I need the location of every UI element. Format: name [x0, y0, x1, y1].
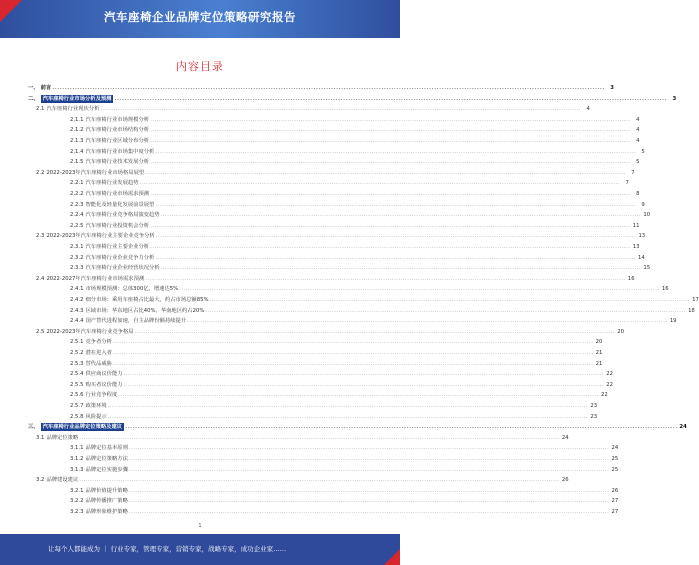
toc-entry-number: 2.2.4	[70, 212, 84, 219]
toc-entry-title: 汽车座椅行业品牌定位策略及建议	[42, 424, 123, 431]
toc-entry[interactable]	[28, 116, 640, 124]
toc-entry-number: 3.1.1	[70, 445, 84, 452]
toc-entry-title: 2022-2023年汽车座椅行业市场格局展望	[46, 169, 145, 176]
toc-entry-number: 2.2	[36, 169, 45, 176]
toc-leader-dots: ............................................................................................................................................................................................................................	[150, 244, 631, 250]
toc-entry[interactable]	[28, 169, 635, 177]
toc-entry-title: 品牌传播推广策略	[85, 498, 128, 505]
toc-entry-page: 20	[617, 328, 624, 335]
toc-entry-title: 区域市场：华东地区占比40%，华南地区约占20%	[85, 307, 205, 314]
toc-entry-title: 汽车座椅行业竞争格局演变趋势	[85, 212, 160, 219]
toc-entry[interactable]	[28, 423, 687, 431]
toc-entry-title: 细分市场：乘用车座椅占比最大，约占市场总额85%	[85, 297, 209, 303]
toc-entry[interactable]	[28, 317, 677, 325]
toc-leader-dots: ............................................................................................................................................................................................................................	[155, 201, 636, 208]
toc-entry[interactable]	[28, 95, 677, 103]
toc-entry[interactable]	[28, 391, 608, 399]
toc-entry-title: 品牌定位策略方法	[85, 456, 128, 462]
toc-entry-page: 22	[606, 381, 613, 388]
toc-entry-title: 汽车座椅行业主要企业分析	[85, 244, 150, 250]
toc-entry-number: 三、	[28, 424, 39, 431]
toc-entry-title: 品牌定位实施步骤	[85, 466, 128, 473]
toc-entry-number: 3.1.3	[70, 466, 84, 473]
toc-entry-title: 潜在进入者	[85, 350, 112, 356]
toc-leader-dots: ............................................................................................................................................................................................................................	[107, 403, 589, 409]
toc-leader-dots: ............................................................................................................................................................................................................................	[79, 477, 560, 484]
toc-entry-page: 15	[643, 265, 651, 272]
toc-entry-number: 2.1.2	[70, 127, 84, 134]
toc-entry-page: 3	[672, 95, 677, 102]
toc-entry-page: 4	[636, 138, 640, 144]
toc-entry-page: 20	[595, 339, 603, 346]
toc-entry-number: 2.4.4	[70, 318, 84, 325]
toc-entry[interactable]	[28, 211, 651, 219]
toc-entry[interactable]	[28, 264, 651, 272]
toc-entry-number: 3.1	[36, 434, 45, 441]
toc-entry-number: 2.1.3	[70, 138, 84, 144]
toc-entry-page: 10	[643, 212, 651, 219]
toc-entry[interactable]	[28, 444, 619, 452]
toc-entry-title: 2022-2023年汽车座椅行业主要企业竞争分析	[46, 233, 155, 240]
toc-leader-dots: ............................................................................................................................................................................................................................	[112, 350, 594, 356]
toc-entry-title: 行业竞争程度	[85, 392, 118, 399]
toc-entry-number: 2.5.5	[70, 381, 84, 388]
toc-entry-number: 2.4.1	[70, 286, 84, 293]
toc-entry-number: 2.1	[36, 106, 45, 113]
toc-entry-number: 2.5.7	[70, 403, 84, 409]
report-title: 汽车座椅企业品牌定位策略研究报告	[104, 10, 296, 24]
toc-entry[interactable]	[28, 232, 646, 240]
toc-entry-page: 5	[641, 148, 645, 155]
toc-entry-page: 27	[611, 498, 619, 505]
toc-entry-number: 3.1.2	[70, 456, 84, 462]
toc-entry-number: 2.5.8	[70, 413, 84, 420]
toc-entry-number: 一、	[28, 85, 39, 91]
toc-entry[interactable]	[28, 222, 640, 230]
toc-entry[interactable]	[28, 349, 603, 357]
toc-entry-title: 汽车座椅行业市场集中度分析	[85, 148, 155, 155]
toc-entry-title: 汽车座椅行业企业经营状况分析	[85, 265, 160, 272]
toc-entry[interactable]	[28, 455, 619, 463]
toc-entry[interactable]	[28, 360, 603, 368]
toc-entry-page: 14	[638, 254, 645, 261]
toc-entry-title: 品牌建设建议	[46, 477, 79, 484]
toc-entry-title: 汽车座椅行业市场规模分析	[85, 116, 150, 123]
toc-entry-number: 2.5.6	[70, 392, 84, 399]
toc-entry-number: 2.5.3	[70, 360, 84, 367]
toc-entry-number: 2.1.1	[70, 116, 84, 123]
toc-leader-dots: ............................................................................................................................................................................................................................	[125, 424, 678, 431]
toc-entry[interactable]	[28, 402, 598, 410]
toc-entry-page: 21	[595, 350, 603, 356]
toc-leader-dots: ............................................................................................................................................................................................................................	[112, 360, 594, 367]
toc-leader-dots: ............................................................................................................................................................................................................................	[205, 307, 686, 314]
toc-entry[interactable]	[28, 307, 695, 315]
toc-entry[interactable]	[28, 158, 640, 166]
toc-entry[interactable]	[28, 508, 619, 516]
toc-entry-page: 5	[636, 159, 640, 166]
toc-entry[interactable]	[28, 370, 613, 378]
toc-entry-number: 2.2.5	[70, 222, 84, 229]
toc-leader-dots: ............................................................................................................................................................................................................................	[155, 148, 636, 155]
toc-entry-title: 品牌定位策略	[46, 434, 79, 441]
toc-entry-page: 21	[595, 360, 603, 367]
toc-leader-dots: ............................................................................................................................................................................................................................	[139, 180, 620, 187]
report-header	[0, 0, 400, 38]
toc-entry[interactable]	[28, 275, 635, 283]
toc-entry-page: 11	[632, 222, 640, 229]
toc-entry-page: 7	[625, 180, 629, 187]
toc-entry-title: 品牌定位基本原则	[85, 445, 128, 452]
toc-entry-page: 25	[611, 466, 619, 473]
toc-entry-page: 16	[661, 286, 669, 293]
toc-entry[interactable]	[28, 296, 699, 304]
toc-entry[interactable]	[28, 84, 614, 92]
toc-entry-number: 2.3.2	[70, 254, 84, 261]
toc-entry-title: 前言	[40, 85, 52, 91]
toc-entry-page: 23	[590, 413, 598, 420]
toc-leader-dots: ............................................................................................................................................................................................................................	[160, 212, 642, 219]
toc-entry-page: 16	[627, 275, 635, 282]
toc-entry-title: 供应商议价能力	[85, 371, 123, 378]
toc-leader-dots: ............................................................................................................................................................................................................................	[155, 254, 636, 261]
toc-entry-page: 19	[669, 318, 677, 325]
toc-entry[interactable]	[28, 148, 645, 156]
toc-leader-dots: ............................................................................................................................................................................................................................	[145, 169, 626, 176]
toc-entry-title: 汽车座椅行业投资机会分析	[85, 222, 150, 229]
toc-entry-title: 汽车座椅行业发展趋势	[85, 180, 139, 187]
toc-entry-number: 3.2.1	[70, 487, 84, 494]
toc-entry-number: 2.5.4	[70, 371, 84, 378]
toc-entry-number: 二、	[28, 95, 39, 102]
toc-leader-dots: ............................................................................................................................................................................................................................	[112, 339, 594, 346]
toc-entry-page: 3	[610, 85, 614, 91]
toc-entry-page: 13	[638, 233, 646, 240]
toc-entry[interactable]	[28, 434, 569, 442]
toc-entry[interactable]	[28, 413, 598, 421]
toc-entry[interactable]	[28, 179, 629, 187]
toc-leader-dots: ............................................................................................................................................................................................................................	[160, 265, 642, 272]
toc-entry[interactable]	[28, 137, 640, 145]
toc-leader-dots: ............................................................................................................................................................................................................................	[128, 498, 610, 505]
toc-entry-page: 26	[561, 477, 569, 484]
toc-entry[interactable]	[28, 254, 645, 262]
toc-leader-dots: ............................................................................................................................................................................................................................	[128, 445, 610, 452]
toc-leader-dots: ............................................................................................................................................................................................................................	[118, 392, 599, 399]
toc-entry-page: 23	[590, 403, 598, 409]
toc-entry-page: 13	[632, 244, 640, 250]
toc-entry-title: 风险提示	[85, 413, 107, 420]
toc-entry-title: 汽车座椅行业现状分析	[46, 106, 100, 113]
toc-entry-number: 3.2.3	[70, 509, 84, 515]
toc-entry-title: 汽车座椅行业技术发展分析	[85, 159, 150, 166]
toc-entry[interactable]	[28, 285, 669, 293]
toc-leader-dots: ............................................................................................................................................................................................................................	[128, 456, 610, 462]
toc-entry-title: 汽车座椅行业区域分布分析	[85, 138, 150, 144]
toc-leader-dots: ............................................................................................................................................................................................................................	[100, 106, 581, 113]
toc-leader-dots: ............................................................................................................................................................................................................................	[123, 381, 604, 388]
toc-entry[interactable]	[28, 328, 624, 336]
toc-entry-title: 替代品威胁	[85, 360, 112, 367]
page-footer	[0, 534, 400, 565]
table-of-contents	[28, 84, 699, 524]
toc-entry[interactable]	[28, 338, 603, 346]
toc-entry[interactable]	[28, 476, 569, 484]
toc-leader-dots: ............................................................................................................................................................................................................................	[150, 127, 631, 134]
footer-red-corner	[384, 549, 400, 565]
toc-leader-dots: ............................................................................................................................................................................................................................	[150, 222, 631, 229]
toc-heading: 内容目录	[176, 60, 224, 73]
toc-entry-page: 17	[692, 297, 699, 303]
toc-entry-title: 竞争者分析	[85, 339, 112, 346]
toc-entry-number: 3.2.2	[70, 498, 84, 505]
toc-entry-number: 2.3.3	[70, 265, 84, 272]
toc-entry-title: 购买者议价能力	[85, 381, 123, 388]
toc-entry-page: 27	[611, 509, 619, 515]
toc-leader-dots: ............................................................................................................................................................................................................................	[114, 95, 668, 102]
toc-leader-dots: ............................................................................................................................................................................................................................	[52, 85, 605, 91]
toc-entry-number: 2.5.1	[70, 339, 84, 346]
toc-entry-number: 2.2.3	[70, 201, 84, 208]
toc-entry[interactable]	[28, 497, 619, 505]
toc-entry[interactable]	[28, 381, 613, 389]
toc-entry-page: 24	[561, 434, 569, 441]
toc-entry-page: 4	[586, 106, 590, 113]
toc-entry-number: 2.2.2	[70, 191, 84, 197]
toc-leader-dots: ............................................................................................................................................................................................................................	[179, 286, 660, 293]
toc-entry[interactable]	[28, 126, 640, 134]
toc-leader-dots: ............................................................................................................................................................................................................................	[150, 138, 631, 144]
toc-entry-page: 8	[636, 191, 640, 197]
toc-leader-dots: ............................................................................................................................................................................................................................	[128, 466, 610, 473]
toc-entry-number: 2.3.1	[70, 244, 84, 250]
toc-leader-dots: ............................................................................................................................................................................................................................	[79, 434, 560, 441]
toc-entry-number: 2.2.1	[70, 180, 84, 187]
toc-entry[interactable]	[28, 105, 590, 113]
toc-entry-number: 2.4.2	[70, 297, 84, 303]
toc-entry-number: 2.4	[36, 275, 45, 282]
toc-leader-dots: ............................................................................................................................................................................................................................	[209, 297, 690, 303]
toc-leader-dots: ............................................................................................................................................................................................................................	[123, 371, 604, 378]
toc-entry-number: 2.1.5	[70, 159, 84, 166]
toc-leader-dots: ............................................................................................................................................................................................................................	[187, 318, 668, 325]
toc-entry[interactable]	[28, 466, 619, 474]
toc-entry-page: 18	[688, 307, 695, 314]
toc-entry-page: 22	[606, 371, 613, 378]
toc-entry-number: 2.1.4	[70, 148, 84, 155]
toc-leader-dots: ............................................................................................................................................................................................................................	[128, 487, 610, 494]
toc-entry-page: 4	[636, 127, 640, 134]
toc-entry[interactable]	[28, 190, 640, 198]
footer-slogan: 让每个人都能成为 ｜ 行业专家，管理专家，营销专家，战略专家，成功企业家……	[48, 545, 287, 553]
toc-entry-title: 2022-2023年汽车座椅行业竞争格局	[46, 328, 134, 335]
page-number: 1	[198, 523, 202, 529]
toc-entry-title: 政策环境	[85, 403, 107, 409]
toc-entry[interactable]	[28, 243, 640, 251]
toc-entry-page: 24	[611, 445, 619, 452]
toc-leader-dots: ............................................................................................................................................................................................................................	[107, 413, 589, 420]
toc-entry-title: 2022-2027年汽车座椅行业市场需求预测	[46, 275, 145, 282]
toc-entry-title: 市场规模预测：总体300亿，增速达5%	[85, 286, 179, 293]
toc-entry-page: 26	[611, 487, 619, 494]
toc-entry-page: 7	[631, 169, 635, 176]
toc-leader-dots: ............................................................................................................................................................................................................................	[150, 116, 631, 123]
toc-leader-dots: ............................................................................................................................................................................................................................	[134, 328, 615, 335]
toc-leader-dots: ............................................................................................................................................................................................................................	[128, 509, 610, 515]
toc-entry-title: 汽车座椅行业市场需求预测	[85, 191, 150, 197]
toc-entry[interactable]	[28, 201, 645, 209]
toc-entry-number: 3.2	[36, 477, 45, 484]
toc-entry-page: 25	[611, 456, 619, 462]
toc-entry-title: 智能化及轻量化发展前景展望	[85, 201, 155, 208]
toc-entry-title: 汽车座椅行业企业竞争力分析	[85, 254, 155, 261]
toc-entry[interactable]	[28, 487, 619, 495]
toc-leader-dots: ............................................................................................................................................................................................................................	[155, 233, 637, 240]
toc-entry-title: 品牌价值提升策略	[85, 487, 128, 494]
toc-entry-number: 2.5	[36, 328, 45, 335]
toc-entry-title: 汽车座椅行业市场分析及预测	[42, 95, 112, 102]
toc-leader-dots: ............................................................................................................................................................................................................................	[145, 275, 626, 282]
toc-entry-number: 2.4.3	[70, 307, 84, 314]
toc-leader-dots: ............................................................................................................................................................................................................................	[150, 191, 631, 197]
toc-entry-title: 汽车座椅行业市场结构分析	[85, 127, 150, 134]
toc-entry-title: 品牌形象维护策略	[85, 509, 128, 515]
toc-entry-number: 2.3	[36, 233, 45, 240]
toc-entry-page: 22	[600, 392, 608, 399]
toc-entry-page: 4	[636, 116, 640, 123]
toc-entry-number: 2.5.2	[70, 350, 84, 356]
toc-leader-dots: ............................................................................................................................................................................................................................	[150, 159, 631, 166]
toc-entry-page: 9	[641, 201, 645, 208]
toc-entry-page: 24	[679, 424, 687, 431]
toc-entry-title: 国产替代进程加速，自主品牌份额持续提升	[85, 318, 187, 325]
